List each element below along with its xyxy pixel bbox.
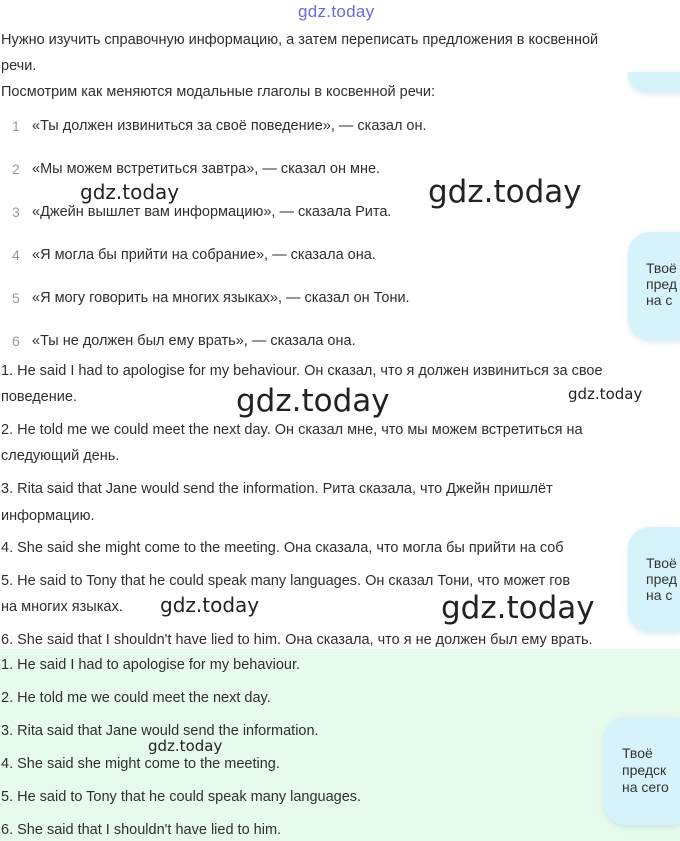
exercise-sentence: «Я могла бы прийти на собрание», — сказала она.: [32, 247, 376, 263]
exercise-number: 2: [12, 161, 20, 177]
exercise-number: 4: [12, 247, 20, 263]
translation-line: 6. She said that I shouldn't have lied to him. Она сказала, что я не должен был ему врать.: [1, 632, 593, 648]
exercise-number: 6: [12, 333, 20, 349]
exercise-sentence: «Ты не должен был ему врать», — сказала она.: [32, 333, 356, 349]
chat-bubble[interactable]: [628, 232, 680, 340]
bubble-text: пред: [646, 571, 678, 587]
intro-line-1: Нужно изучить справочную информацию, а затем переписать предложения в косвенной: [1, 32, 599, 48]
answer-block: [0, 649, 680, 841]
exercise-sentence: «Джейн вышлет вам информацию», — сказала Рита.: [32, 204, 392, 220]
bubble-text: предск: [622, 762, 667, 778]
translation-line: 2. He told me we could meet the next day. Он сказал мне, что мы можем встретиться на: [1, 422, 583, 438]
watermark: gdz.today: [236, 383, 390, 419]
chat-bubble[interactable]: [604, 717, 680, 825]
watermark: gdz.today: [148, 737, 223, 755]
translation-line: 4. She said she might come to the meeting. Она сказала, что могла бы прийти на соб: [1, 540, 564, 556]
exercise-sentence: «Я могу говорить на многих языках», — сказал он Тони.: [32, 290, 410, 306]
chat-bubble[interactable]: [628, 527, 680, 632]
bubble-text: Твоё: [646, 555, 677, 571]
watermark: gdz.today: [80, 180, 180, 204]
intro-line-2: речи.: [1, 58, 37, 74]
bubble-text: Твоё: [622, 745, 653, 761]
top-watermark: gdz.today: [298, 2, 375, 21]
translation-line: 5. He said to Tony that he could speak many languages. Он сказал Тони, что может гов: [1, 573, 571, 589]
translation-line: на многих языках.: [1, 599, 123, 615]
exercise-sentence: «Мы можем встретиться завтра», — сказал он мне.: [32, 161, 381, 177]
watermark: gdz.today: [441, 590, 595, 626]
translation-line: следующий день.: [1, 448, 120, 464]
answer-line: 1. He said I had to apologise for my behaviour.: [1, 657, 301, 673]
answer-line: 3. Rita said that Jane would send the information.: [1, 723, 319, 739]
chat-bubble-top[interactable]: [628, 72, 680, 92]
bubble-text: Твоё: [646, 260, 677, 276]
bubble-text: на с: [646, 587, 673, 603]
watermark: gdz.today: [568, 385, 643, 403]
exercise-number: 5: [12, 290, 20, 306]
intro-line-3: Посмотрим как меняются модальные глаголы в косвенной речи:: [1, 84, 436, 100]
answer-line: 4. She said she might come to the meeting.: [1, 756, 280, 772]
exercise-sentence: «Ты должен извиниться за своё поведение», — сказал он.: [32, 118, 427, 134]
watermark: gdz.today: [160, 593, 260, 617]
translation-line: информацию.: [1, 508, 95, 524]
translation-line: 3. Rita said that Jane would send the information. Рита сказала, что Джейн пришлёт: [1, 481, 553, 497]
bubble-text: пред: [646, 276, 678, 292]
watermark: gdz.today: [428, 174, 582, 210]
bubble-text: на сего: [622, 779, 669, 795]
answer-line: 2. He told me we could meet the next day.: [1, 690, 271, 706]
exercise-number: 1: [12, 118, 20, 134]
translation-line: поведение.: [1, 389, 77, 405]
exercise-number: 3: [12, 204, 20, 220]
answer-line: 6. She said that I shouldn't have lied to him.: [1, 822, 282, 838]
bubble-text: на с: [646, 292, 673, 308]
translation-line: 1. He said I had to apologise for my behaviour. Он сказал, что я должен извиниться за свое: [1, 363, 603, 379]
answer-line: 5. He said to Tony that he could speak many languages.: [1, 789, 362, 805]
